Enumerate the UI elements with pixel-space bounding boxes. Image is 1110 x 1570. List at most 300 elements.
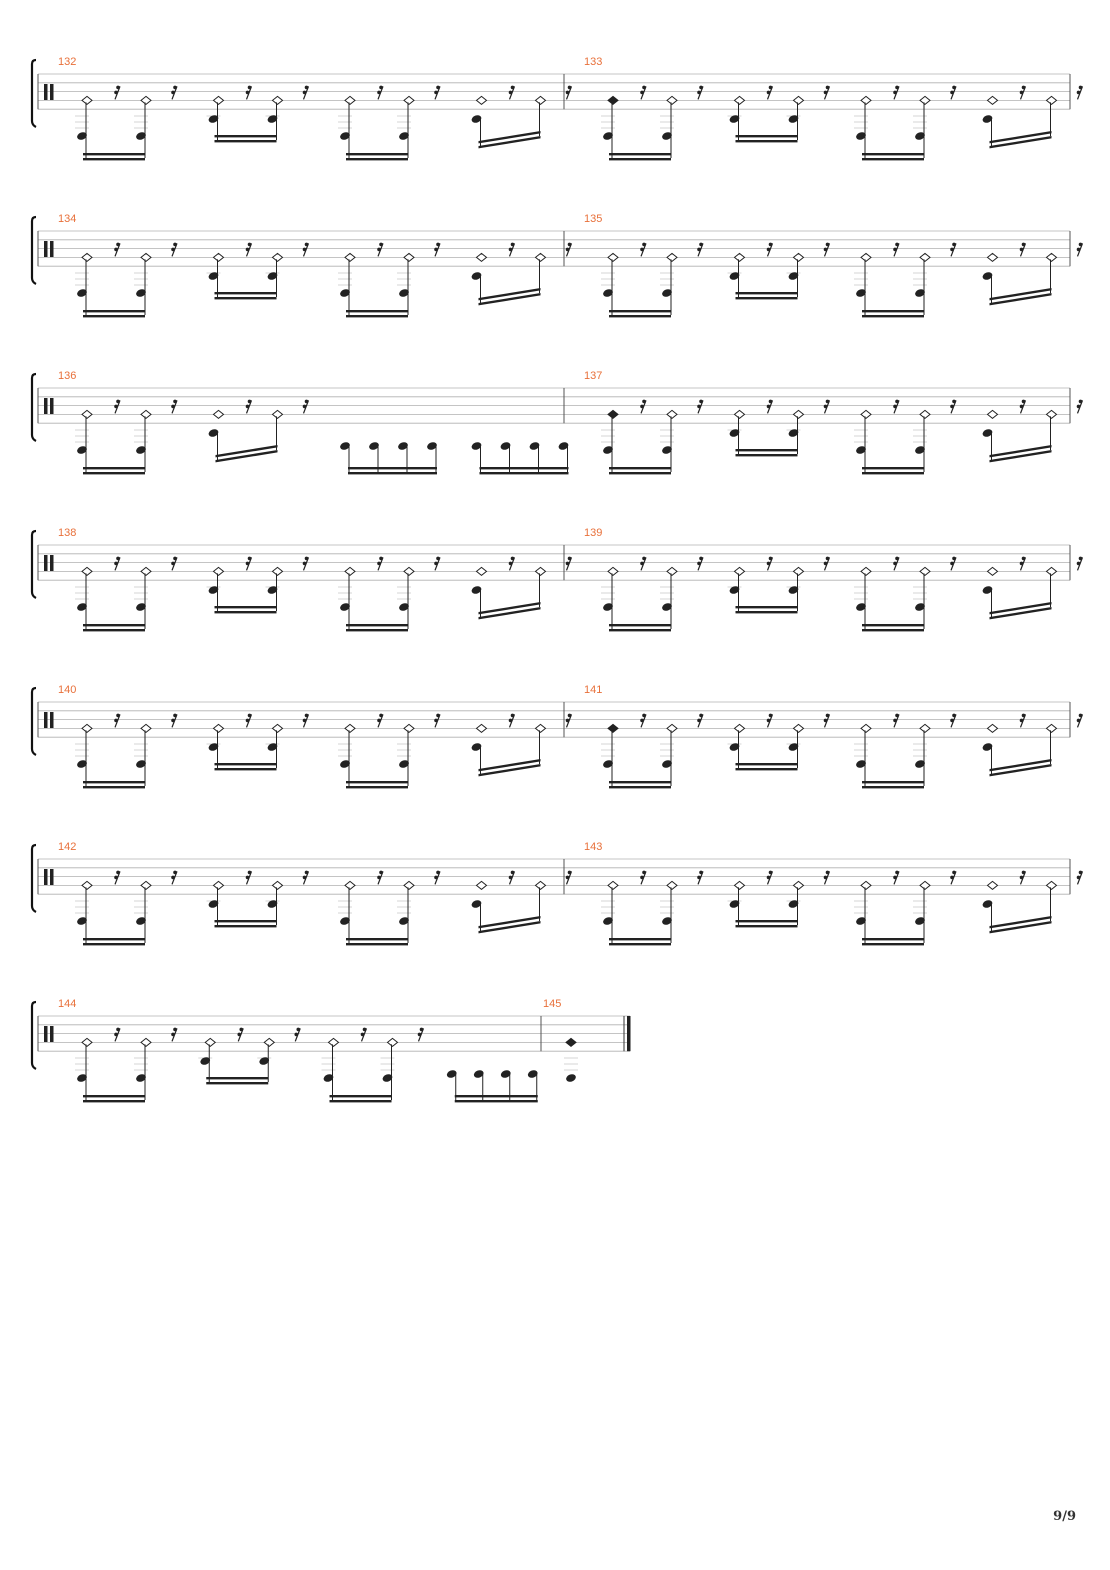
rest-flag — [824, 248, 828, 252]
rest-flag — [893, 91, 897, 95]
hi-hat-note — [404, 881, 414, 889]
rest-flag — [173, 86, 177, 90]
rest-flag — [697, 91, 701, 95]
rest-flag — [826, 714, 830, 718]
beam — [609, 315, 671, 317]
measure-number: 135 — [584, 213, 603, 225]
rest-flag — [171, 1033, 175, 1037]
beam — [862, 467, 924, 469]
rest-flag — [377, 562, 381, 566]
rest-flag — [305, 243, 309, 247]
rest-flag — [303, 562, 307, 566]
rest-flag — [116, 400, 120, 404]
rest-flag — [767, 405, 771, 409]
rest-flag — [699, 243, 703, 247]
hi-hat-note — [214, 567, 224, 575]
beam — [862, 310, 924, 312]
percussion-clef — [44, 84, 48, 100]
beam — [736, 449, 798, 451]
hi-hat-note — [477, 724, 487, 732]
rest-flag — [1020, 405, 1024, 409]
rest-flag — [116, 1028, 120, 1032]
rest-flag — [379, 714, 383, 718]
rest-flag — [950, 719, 954, 723]
crash-note — [608, 410, 618, 418]
hi-hat-note — [214, 96, 224, 104]
rest-flag — [699, 400, 703, 404]
rest-flag — [114, 719, 118, 723]
percussion-clef — [50, 84, 54, 100]
rest-flag — [1079, 871, 1083, 875]
beam — [736, 140, 798, 142]
rest-flag — [895, 557, 899, 561]
rest-flag — [824, 562, 828, 566]
rest-flag — [173, 243, 177, 247]
rest-flag — [895, 871, 899, 875]
hi-hat-note — [536, 253, 546, 261]
hi-hat-note — [536, 567, 546, 575]
rest-flag — [1077, 91, 1081, 95]
beam — [736, 763, 798, 765]
rest-flag — [1022, 714, 1026, 718]
rest-flag — [434, 719, 438, 723]
beam — [215, 297, 277, 299]
hi-hat-note — [988, 567, 998, 575]
staff-system — [32, 213, 1083, 317]
rest-flag — [246, 248, 250, 252]
hi-hat-note — [1047, 410, 1057, 418]
system-bracket — [32, 374, 36, 441]
rest-flag — [114, 405, 118, 409]
rest-flag — [1077, 248, 1081, 252]
rest-flag — [640, 405, 644, 409]
rest-flag — [248, 86, 252, 90]
rest-flag — [303, 91, 307, 95]
rest-flag — [377, 91, 381, 95]
rest-flag — [116, 557, 120, 561]
rest-flag — [893, 719, 897, 723]
beam — [83, 629, 145, 631]
hi-hat-note — [477, 253, 487, 261]
rest-flag — [952, 714, 956, 718]
staff-system — [32, 527, 1083, 631]
beam — [736, 297, 798, 299]
rest-flag — [305, 557, 309, 561]
hi-hat-note — [273, 881, 283, 889]
percussion-clef — [44, 869, 48, 885]
rest-flag — [171, 719, 175, 723]
beam — [609, 158, 671, 160]
rest-flag — [246, 405, 250, 409]
hi-hat-note — [735, 881, 745, 889]
rest-flag — [509, 248, 513, 252]
beam — [348, 467, 437, 469]
hi-hat-note — [273, 253, 283, 261]
rest-flag — [699, 86, 703, 90]
measure-number: 139 — [584, 527, 603, 539]
rest-flag — [114, 1033, 118, 1037]
rest-flag — [826, 400, 830, 404]
hi-hat-note — [141, 567, 151, 575]
rest-flag — [434, 562, 438, 566]
rest-flag — [952, 86, 956, 90]
beam — [862, 153, 924, 155]
crash-note — [566, 1038, 576, 1046]
rest-flag — [640, 91, 644, 95]
beam — [736, 292, 798, 294]
hi-hat-note — [988, 724, 998, 732]
rest-flag — [436, 871, 440, 875]
rest-flag — [511, 243, 515, 247]
rest-flag — [303, 876, 307, 880]
rest-flag — [361, 1033, 365, 1037]
rest-flag — [950, 91, 954, 95]
beam — [83, 1095, 145, 1097]
hi-hat-note — [214, 410, 224, 418]
beam — [862, 629, 924, 631]
rest-flag — [246, 876, 250, 880]
beam — [83, 938, 145, 940]
percussion-clef — [50, 869, 54, 885]
rest-flag — [824, 91, 828, 95]
staff-system — [32, 998, 631, 1102]
rest-flag — [418, 1033, 422, 1037]
rest-flag — [767, 562, 771, 566]
beam — [736, 606, 798, 608]
rest-flag — [171, 562, 175, 566]
rest-flag — [769, 86, 773, 90]
hi-hat-note — [404, 253, 414, 261]
beam — [346, 781, 408, 783]
rest-flag — [1022, 243, 1026, 247]
beam — [215, 611, 277, 613]
beam — [609, 781, 671, 783]
hi-hat-note — [214, 724, 224, 732]
rest-flag — [305, 86, 309, 90]
measure-number: 141 — [584, 684, 603, 696]
measure-number: 134 — [58, 213, 77, 225]
rest-flag — [114, 248, 118, 252]
rest-flag — [767, 91, 771, 95]
rest-flag — [509, 876, 513, 880]
hi-hat-note — [735, 410, 745, 418]
beam — [83, 158, 145, 160]
hi-hat-note — [735, 96, 745, 104]
hi-hat-note — [667, 253, 677, 261]
rest-flag — [173, 557, 177, 561]
rest-flag — [248, 871, 252, 875]
rest-flag — [1077, 405, 1081, 409]
beam — [83, 624, 145, 626]
measure-number: 132 — [58, 56, 77, 68]
beam — [609, 629, 671, 631]
rest-flag — [952, 557, 956, 561]
rest-flag — [950, 405, 954, 409]
hi-hat-note — [141, 881, 151, 889]
beam — [862, 315, 924, 317]
rest-flag — [893, 562, 897, 566]
rest-flag — [824, 405, 828, 409]
hi-hat-note — [735, 567, 745, 575]
rest-flag — [767, 876, 771, 880]
beam — [609, 943, 671, 945]
hi-hat-note — [388, 1038, 398, 1046]
rest-flag — [826, 557, 830, 561]
page-number: 9/9 — [1053, 1509, 1076, 1524]
rest-flag — [173, 1028, 177, 1032]
rest-flag — [642, 714, 646, 718]
rest-flag — [248, 557, 252, 561]
rest-flag — [566, 248, 570, 252]
hi-hat-note — [861, 253, 871, 261]
rest-flag — [305, 714, 309, 718]
hi-hat-note — [794, 96, 804, 104]
beam — [455, 1095, 538, 1097]
hi-hat-note — [861, 881, 871, 889]
beam — [346, 943, 408, 945]
rest-flag — [895, 86, 899, 90]
beam — [609, 310, 671, 312]
rest-flag — [769, 871, 773, 875]
rest-flag — [379, 557, 383, 561]
beam — [348, 472, 437, 474]
rest-flag — [379, 243, 383, 247]
hi-hat-note — [920, 881, 930, 889]
rest-flag — [697, 562, 701, 566]
rest-flag — [568, 714, 572, 718]
rest-flag — [566, 91, 570, 95]
rest-flag — [305, 400, 309, 404]
system-bracket — [32, 531, 36, 598]
rest-flag — [895, 714, 899, 718]
rest-flag — [952, 400, 956, 404]
beam — [480, 467, 569, 469]
rest-flag — [893, 405, 897, 409]
beam — [215, 763, 277, 765]
rest-flag — [1079, 557, 1083, 561]
rest-flag — [697, 248, 701, 252]
beam — [215, 140, 277, 142]
rest-flag — [952, 243, 956, 247]
percussion-clef — [50, 1026, 54, 1042]
bass-drum-note — [565, 1073, 577, 1083]
beam — [862, 938, 924, 940]
rest-flag — [699, 557, 703, 561]
system-bracket — [32, 688, 36, 755]
beam — [346, 624, 408, 626]
hi-hat-note — [141, 724, 151, 732]
beam — [215, 768, 277, 770]
rest-flag — [568, 557, 572, 561]
rest-flag — [697, 719, 701, 723]
rest-flag — [568, 243, 572, 247]
rest-flag — [511, 871, 515, 875]
percussion-clef — [50, 398, 54, 414]
measure-number: 142 — [58, 841, 77, 853]
beam — [862, 781, 924, 783]
rest-flag — [173, 871, 177, 875]
rest-flag — [305, 871, 309, 875]
hi-hat-note — [794, 567, 804, 575]
hi-hat-note — [667, 724, 677, 732]
rest-flag — [436, 86, 440, 90]
hi-hat-note — [141, 1038, 151, 1046]
hi-hat-note — [273, 96, 283, 104]
rest-flag — [363, 1028, 367, 1032]
rest-flag — [237, 1033, 241, 1037]
rest-flag — [767, 248, 771, 252]
hi-hat-note — [920, 567, 930, 575]
hi-hat-note — [536, 724, 546, 732]
beam — [736, 920, 798, 922]
rest-flag — [1022, 557, 1026, 561]
beam — [346, 786, 408, 788]
percussion-clef — [50, 712, 54, 728]
percussion-clef — [50, 555, 54, 571]
rest-flag — [303, 248, 307, 252]
rest-flag — [294, 1033, 298, 1037]
rest-flag — [950, 562, 954, 566]
rest-flag — [699, 714, 703, 718]
rest-flag — [824, 719, 828, 723]
hi-hat-note — [920, 410, 930, 418]
beam — [330, 1100, 392, 1102]
rest-flag — [1022, 871, 1026, 875]
beam — [609, 472, 671, 474]
rest-flag — [420, 1028, 424, 1032]
rest-flag — [239, 1028, 243, 1032]
measure-number: 137 — [584, 370, 603, 382]
rest-flag — [114, 876, 118, 880]
percussion-clef — [44, 712, 48, 728]
crash-note — [608, 96, 618, 104]
rest-flag — [568, 871, 572, 875]
hi-hat-note — [988, 96, 998, 104]
hi-hat-note — [141, 96, 151, 104]
staff-system — [32, 684, 1083, 788]
beam — [609, 624, 671, 626]
rest-flag — [434, 248, 438, 252]
staff-system — [32, 56, 1083, 160]
rest-flag — [642, 557, 646, 561]
beam — [206, 1077, 268, 1079]
hi-hat-note — [273, 410, 283, 418]
hi-hat-note — [920, 724, 930, 732]
beam — [83, 786, 145, 788]
beam — [83, 472, 145, 474]
hi-hat-note — [82, 253, 92, 261]
hi-hat-note — [345, 881, 355, 889]
rest-flag — [116, 86, 120, 90]
hi-hat-note — [536, 881, 546, 889]
rest-flag — [436, 243, 440, 247]
rest-flag — [511, 86, 515, 90]
rest-flag — [116, 714, 120, 718]
beam — [480, 472, 569, 474]
rest-flag — [769, 243, 773, 247]
rest-flag — [1022, 86, 1026, 90]
rest-flag — [173, 400, 177, 404]
rest-flag — [173, 714, 177, 718]
hi-hat-note — [404, 96, 414, 104]
rest-flag — [509, 91, 513, 95]
rest-flag — [171, 405, 175, 409]
hi-hat-note — [988, 410, 998, 418]
hi-hat-note — [214, 881, 224, 889]
hi-hat-note — [141, 410, 151, 418]
rest-flag — [379, 86, 383, 90]
rest-flag — [248, 400, 252, 404]
measure-number: 140 — [58, 684, 77, 696]
hi-hat-note — [82, 1038, 92, 1046]
hi-hat-note — [82, 410, 92, 418]
percussion-clef — [50, 241, 54, 257]
rest-flag — [640, 562, 644, 566]
hi-hat-note — [82, 724, 92, 732]
hi-hat-note — [1047, 567, 1057, 575]
rest-flag — [1079, 714, 1083, 718]
hi-hat-note — [608, 253, 618, 261]
rest-flag — [642, 871, 646, 875]
rest-flag — [296, 1028, 300, 1032]
rest-flag — [1020, 719, 1024, 723]
hi-hat-note — [794, 881, 804, 889]
rest-flag — [303, 719, 307, 723]
hi-hat-note — [735, 724, 745, 732]
hi-hat-note — [329, 1038, 339, 1046]
beam — [83, 943, 145, 945]
beam — [215, 925, 277, 927]
rest-flag — [1020, 248, 1024, 252]
hi-hat-note — [861, 410, 871, 418]
rest-flag — [1079, 86, 1083, 90]
rest-flag — [246, 91, 250, 95]
beam — [609, 153, 671, 155]
rest-flag — [1079, 243, 1083, 247]
rest-flag — [114, 91, 118, 95]
measure-number: 144 — [58, 998, 77, 1010]
beam — [346, 153, 408, 155]
hi-hat-note — [477, 567, 487, 575]
beam — [862, 786, 924, 788]
rest-flag — [769, 714, 773, 718]
hi-hat-note — [264, 1038, 274, 1046]
rest-flag — [1077, 562, 1081, 566]
hi-hat-note — [345, 724, 355, 732]
rest-flag — [568, 86, 572, 90]
system-bracket — [32, 845, 36, 912]
beam — [862, 158, 924, 160]
percussion-clef — [44, 398, 48, 414]
rest-flag — [511, 714, 515, 718]
beam — [215, 920, 277, 922]
hi-hat-note — [477, 881, 487, 889]
system-bracket — [32, 217, 36, 284]
staff-system — [32, 370, 1083, 474]
hi-hat-note — [345, 567, 355, 575]
hi-hat-note — [920, 96, 930, 104]
rest-flag — [434, 91, 438, 95]
measure-number: 136 — [58, 370, 77, 382]
beam — [862, 943, 924, 945]
rest-flag — [171, 248, 175, 252]
beam — [215, 606, 277, 608]
hi-hat-note — [82, 567, 92, 575]
hi-hat-note — [735, 253, 745, 261]
percussion-clef — [44, 241, 48, 257]
hi-hat-note — [988, 881, 998, 889]
measure-number: 145 — [543, 998, 562, 1010]
